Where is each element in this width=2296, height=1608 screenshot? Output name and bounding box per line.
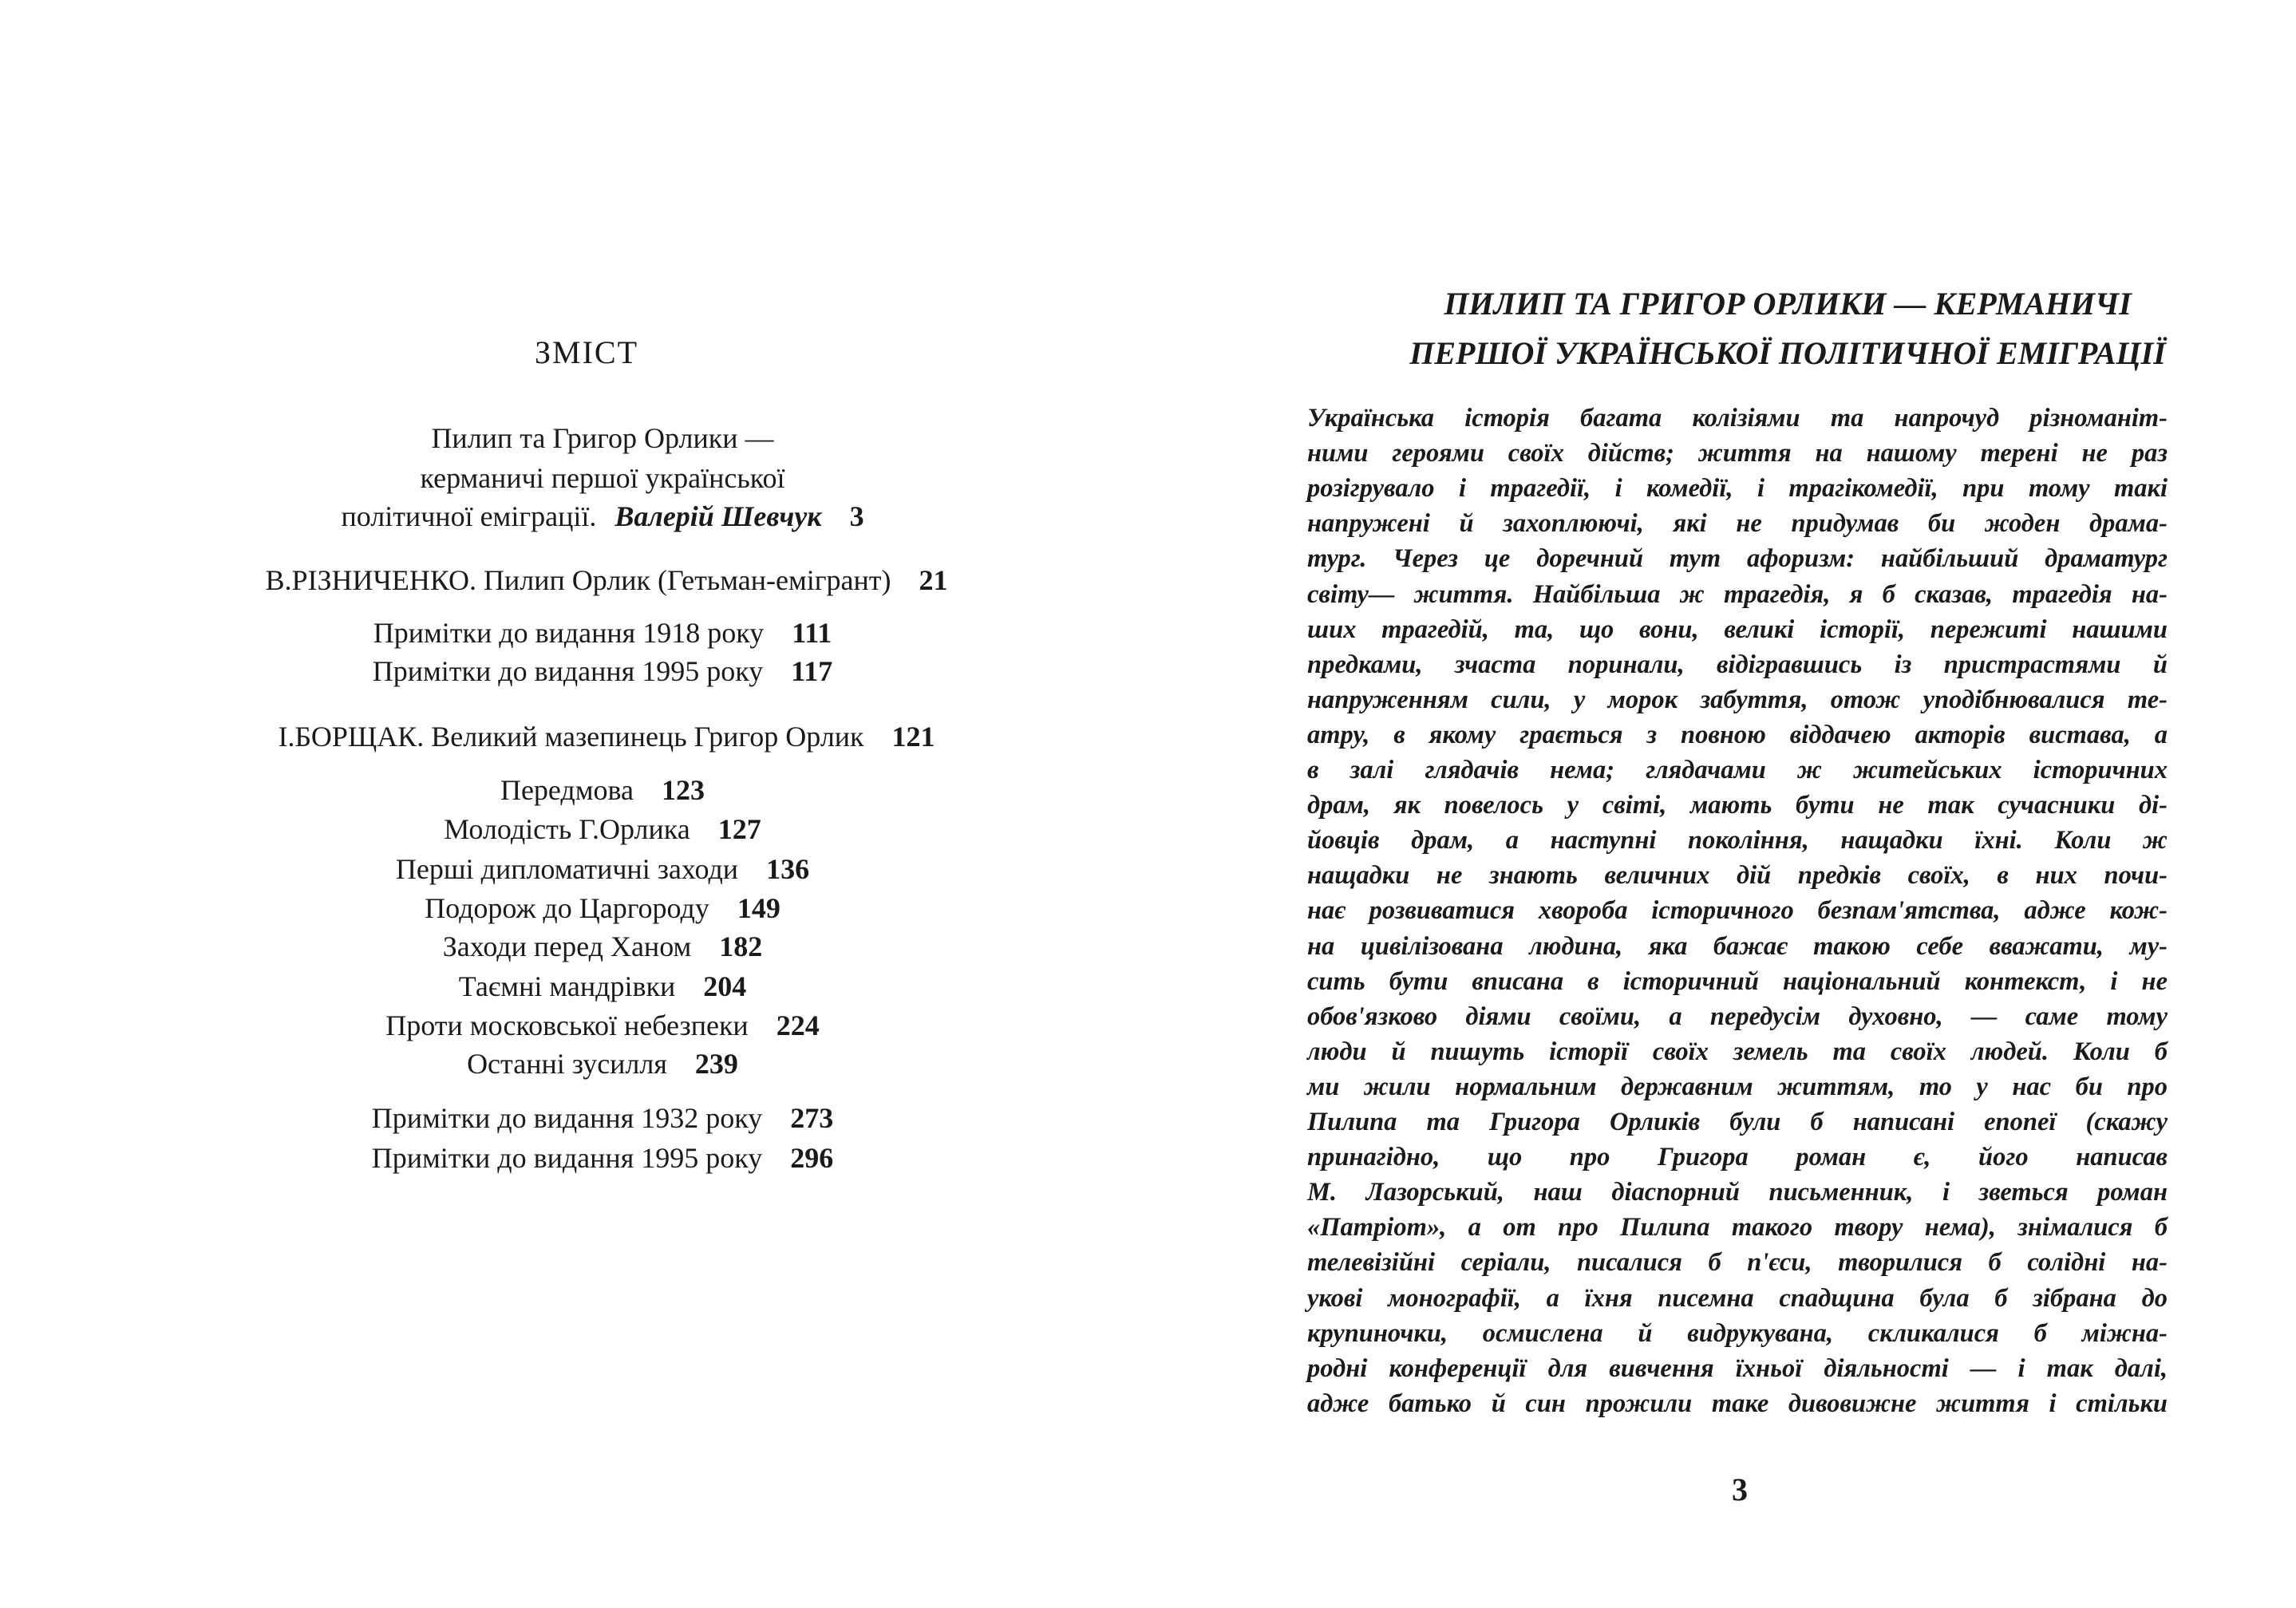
page-number: 3 <box>1732 1472 1748 1507</box>
essay-line: напружені й захоплюючі, які не придумав би жоден драма- <box>1307 509 2168 539</box>
toc-entry: Останні зусилля 239 <box>467 1048 738 1080</box>
toc-entry: Примітки до видання 1932 року 273 <box>371 1102 834 1134</box>
essay-line: сить бути вписана в історичний національний контекст, і не <box>1307 966 2168 996</box>
toc-entry: Таємні мандрівки 204 <box>458 970 747 1002</box>
essay-line: ми жили нормальним державним життям, то у нас би про <box>1307 1072 2168 1101</box>
toc-page-number: 117 <box>791 655 833 687</box>
toc-entry: Примітки до видання 1995 року 296 <box>371 1142 834 1174</box>
toc-page-number: 127 <box>717 813 761 845</box>
essay-line: на цивілізована людина, яка бажає такою себе вважати, му- <box>1307 931 2168 961</box>
essay-title-line-2: ПЕРШОЇ УКРАЇНСЬКОЇ ПОЛІТИЧНОЇ ЕМІГРАЦІЇ <box>1409 335 2166 371</box>
essay-line: Пилипа та Григора Орликів були б написані епопеї (скажу <box>1307 1108 2168 1136</box>
essay-title-line-1: ПИЛИП ТА ГРИГОР ОРЛИКИ — КЕРМАНИЧІ <box>1444 286 2132 322</box>
toc-entry: В.РІЗНИЧЕНКО. Пилип Орлик (Гетьман-емігрант) 21 <box>265 564 948 596</box>
essay-line: адже батько й син прожили таке дивовижне життя і стільки <box>1307 1389 2168 1418</box>
essay-line: драм, як повелось у світі, мають бути не так сучасники ді- <box>1307 791 2168 820</box>
essay-line: світу— життя. Найбільша ж трагедія, я б сказав, трагедія на- <box>1307 579 2168 609</box>
essay-line: обов'язково діями своїми, а передусім духовно, — саме тому <box>1307 1002 2168 1031</box>
toc-entry: Передмова 123 <box>500 774 705 806</box>
toc-page-number: 204 <box>703 970 747 1002</box>
toc-page-number: 273 <box>790 1102 834 1134</box>
toc-entry: Подорож до Царгороду 149 <box>425 892 780 924</box>
toc-page-number: 3 <box>849 500 864 532</box>
toc-page-number: 182 <box>719 930 763 962</box>
toc-heading: ЗМІСТ <box>534 334 639 370</box>
essay-line: крупиночки, осмислена й видрукувана, скликалися б міжна- <box>1307 1318 2168 1348</box>
toc-page-number: 21 <box>919 564 948 596</box>
toc-page-number: 239 <box>694 1048 738 1080</box>
essay-line: нає розвиватися хвороба історичного безпам'ятства, адже кож- <box>1307 896 2168 926</box>
toc-entry: І.БОРЩАК. Великий мазепинець Григор Орлик 121 <box>278 721 935 753</box>
toc-entry: політичної еміграції. Валерій Шевчук 3 <box>341 500 864 532</box>
essay-line: ними героями своїх дійств; життя на нашому терені не раз <box>1307 439 2168 468</box>
toc-entry: Пилип та Григор Орлики — <box>431 422 774 454</box>
essay-line: «Патріот», а от про Пилипа такого твору нема), знімалися б <box>1307 1213 2168 1243</box>
essay-line: принагідно, що про Григора роман є, його написав <box>1307 1143 2168 1172</box>
toc-entry: Перші дипломатичні заходи 136 <box>395 853 810 885</box>
essay-line: предками, зчаста поринали, відігравшись із пристрастями й <box>1307 650 2168 679</box>
essay-line: телевізійні серіали, писалися б п'єси, творилися б солідні на- <box>1307 1248 2168 1278</box>
toc-page-number: 136 <box>766 853 810 885</box>
toc-entry: Молодість Г.Орлика 127 <box>444 813 761 845</box>
toc-entry: Примітки до видання 1918 року 111 <box>373 617 832 649</box>
toc-page-number: 149 <box>737 892 780 924</box>
essay-line: атру, в якому грається з повною віддачею акторів вистава, а <box>1307 720 2168 749</box>
essay-line: родні конференції для вивчення їхньої діяльності — і так далі, <box>1307 1353 2168 1383</box>
toc-entry: Примітки до видання 1995 року 117 <box>372 655 833 687</box>
essay-line: йовців драм, а наступні покоління, нащадки їхні. Коли ж <box>1307 826 2168 855</box>
essay-line: напруженням сили, у морок забуття, отож уподібнювалися те- <box>1307 685 2168 714</box>
essay-line: розігрувало і трагедії, і комедії, і трагікомедії, при тому такі <box>1307 474 2168 504</box>
essay-line: Українська історія багата колізіями та напрочуд різноманіт- <box>1307 404 2168 433</box>
essay-line: люди й пишуть історії своїх земель та своїх людей. Коли б <box>1307 1037 2168 1066</box>
toc-entry: керманичі першої української <box>420 462 785 494</box>
essay-line: тург. Через це доречний тут афоризм: найбільший драматург <box>1307 544 2168 574</box>
toc-entry: Проти московської небезпеки 224 <box>385 1009 820 1041</box>
toc-author: Валерій Шевчук <box>615 500 822 532</box>
essay-line: ших трагедій, та, що вони, великі історії, пережиті нашими <box>1307 614 2168 644</box>
essay-line: М. Лазорський, наш діаспорний письменник, і зветься роман <box>1307 1178 2168 1207</box>
toc-entry: Заходи перед Ханом 182 <box>442 930 763 962</box>
essay-line: укові монографії, а їхня писемна спадщина була б зібрана до <box>1307 1283 2168 1313</box>
toc-page-number: 121 <box>891 721 935 753</box>
toc-page-number: 224 <box>776 1009 820 1041</box>
essay-line: в залі глядачів нема; глядачами ж житейських історичних <box>1307 756 2168 784</box>
toc-page-number: 123 <box>662 774 705 806</box>
toc-page-number: 111 <box>792 617 832 649</box>
toc-page-number: 296 <box>790 1142 834 1174</box>
essay-line: нащадки не знають величних дій предків своїх, в них почи- <box>1307 861 2168 891</box>
